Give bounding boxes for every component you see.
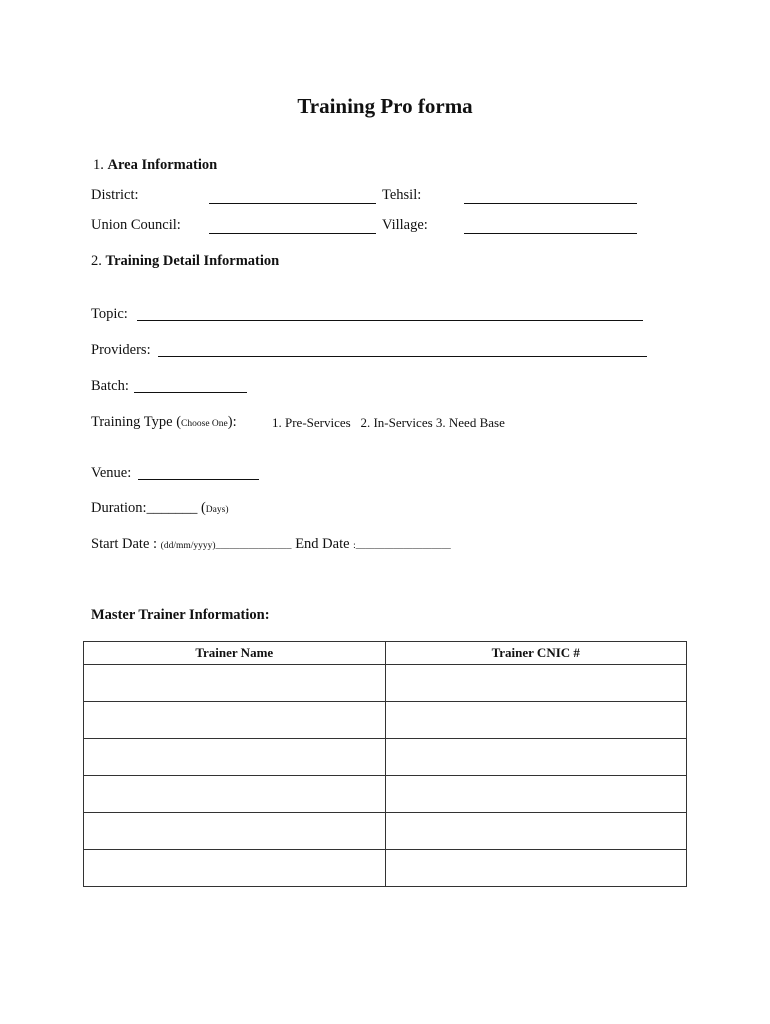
table-row xyxy=(84,813,687,850)
trainer-name-cell[interactable] xyxy=(84,739,386,776)
batch-label: Batch: xyxy=(91,378,129,394)
end-date-field[interactable]: :____________________ xyxy=(353,541,451,551)
tehsil-label: Tehsil: xyxy=(382,187,422,203)
duration-close: ) xyxy=(225,505,229,515)
village-field[interactable] xyxy=(464,233,637,234)
section-area-heading xyxy=(93,157,217,174)
district-label: District: xyxy=(91,187,139,203)
section-number: 1. xyxy=(93,157,104,173)
trainer-name-cell[interactable] xyxy=(84,702,386,739)
providers-field[interactable] xyxy=(158,356,647,357)
providers-label: Providers: xyxy=(91,342,151,358)
trainer-cnic-cell[interactable] xyxy=(385,665,687,702)
table-header-row xyxy=(84,642,687,665)
trainer-name-cell[interactable] xyxy=(84,850,386,887)
table-row xyxy=(84,776,687,813)
trainer-name-cell[interactable] xyxy=(84,665,386,702)
start-date-label: Start Date : xyxy=(91,536,158,552)
section-title: Training Detail Information xyxy=(105,253,280,269)
table-row xyxy=(84,739,687,776)
column-header-trainer-name: Trainer Name xyxy=(84,642,386,665)
training-type-close: ): xyxy=(227,414,237,430)
venue-label: Venue: xyxy=(91,465,132,481)
village-label: Village: xyxy=(382,217,428,233)
duration-unit: Days xyxy=(205,505,226,515)
trainer-cnic-cell[interactable] xyxy=(385,776,687,813)
master-trainer-heading: Master Trainer Information: xyxy=(91,607,270,623)
section-title: Area Information xyxy=(107,157,218,173)
start-date-field[interactable]: (dd/mm/yyyy)________________ xyxy=(160,541,292,551)
union-council-label: Union Council: xyxy=(91,217,181,233)
topic-label: Topic: xyxy=(91,306,128,322)
training-type-label xyxy=(91,414,237,431)
end-date-label: End Date xyxy=(295,536,350,552)
section-number: 2. xyxy=(91,253,102,269)
section-training-heading xyxy=(91,253,279,270)
page-title: Training Pro forma xyxy=(297,94,473,118)
trainer-name-cell[interactable] xyxy=(84,776,386,813)
table-row xyxy=(84,850,687,887)
table-row xyxy=(84,702,687,739)
trainer-cnic-cell[interactable] xyxy=(385,702,687,739)
union-council-field[interactable] xyxy=(209,233,376,234)
district-field[interactable] xyxy=(209,203,376,204)
trainer-cnic-cell[interactable] xyxy=(385,850,687,887)
trainer-table xyxy=(83,641,687,887)
venue-field[interactable] xyxy=(138,479,259,480)
dates-row xyxy=(91,536,451,553)
tehsil-field[interactable] xyxy=(464,203,637,204)
batch-field[interactable] xyxy=(134,392,247,393)
trainer-cnic-cell[interactable] xyxy=(385,813,687,850)
training-type-hint: Choose One xyxy=(181,419,228,429)
trainer-cnic-cell[interactable] xyxy=(385,739,687,776)
duration-row[interactable] xyxy=(91,500,228,517)
column-header-trainer-cnic: Trainer CNIC # xyxy=(385,642,687,665)
training-type-options[interactable]: 1. Pre-Services 2. In-Services 3. Need Base xyxy=(272,415,505,430)
duration-label: Duration:_______ ( xyxy=(91,500,206,516)
topic-field[interactable] xyxy=(137,320,643,321)
table-row xyxy=(84,665,687,702)
trainer-name-cell[interactable] xyxy=(84,813,386,850)
training-type-text: Training Type ( xyxy=(91,414,182,430)
